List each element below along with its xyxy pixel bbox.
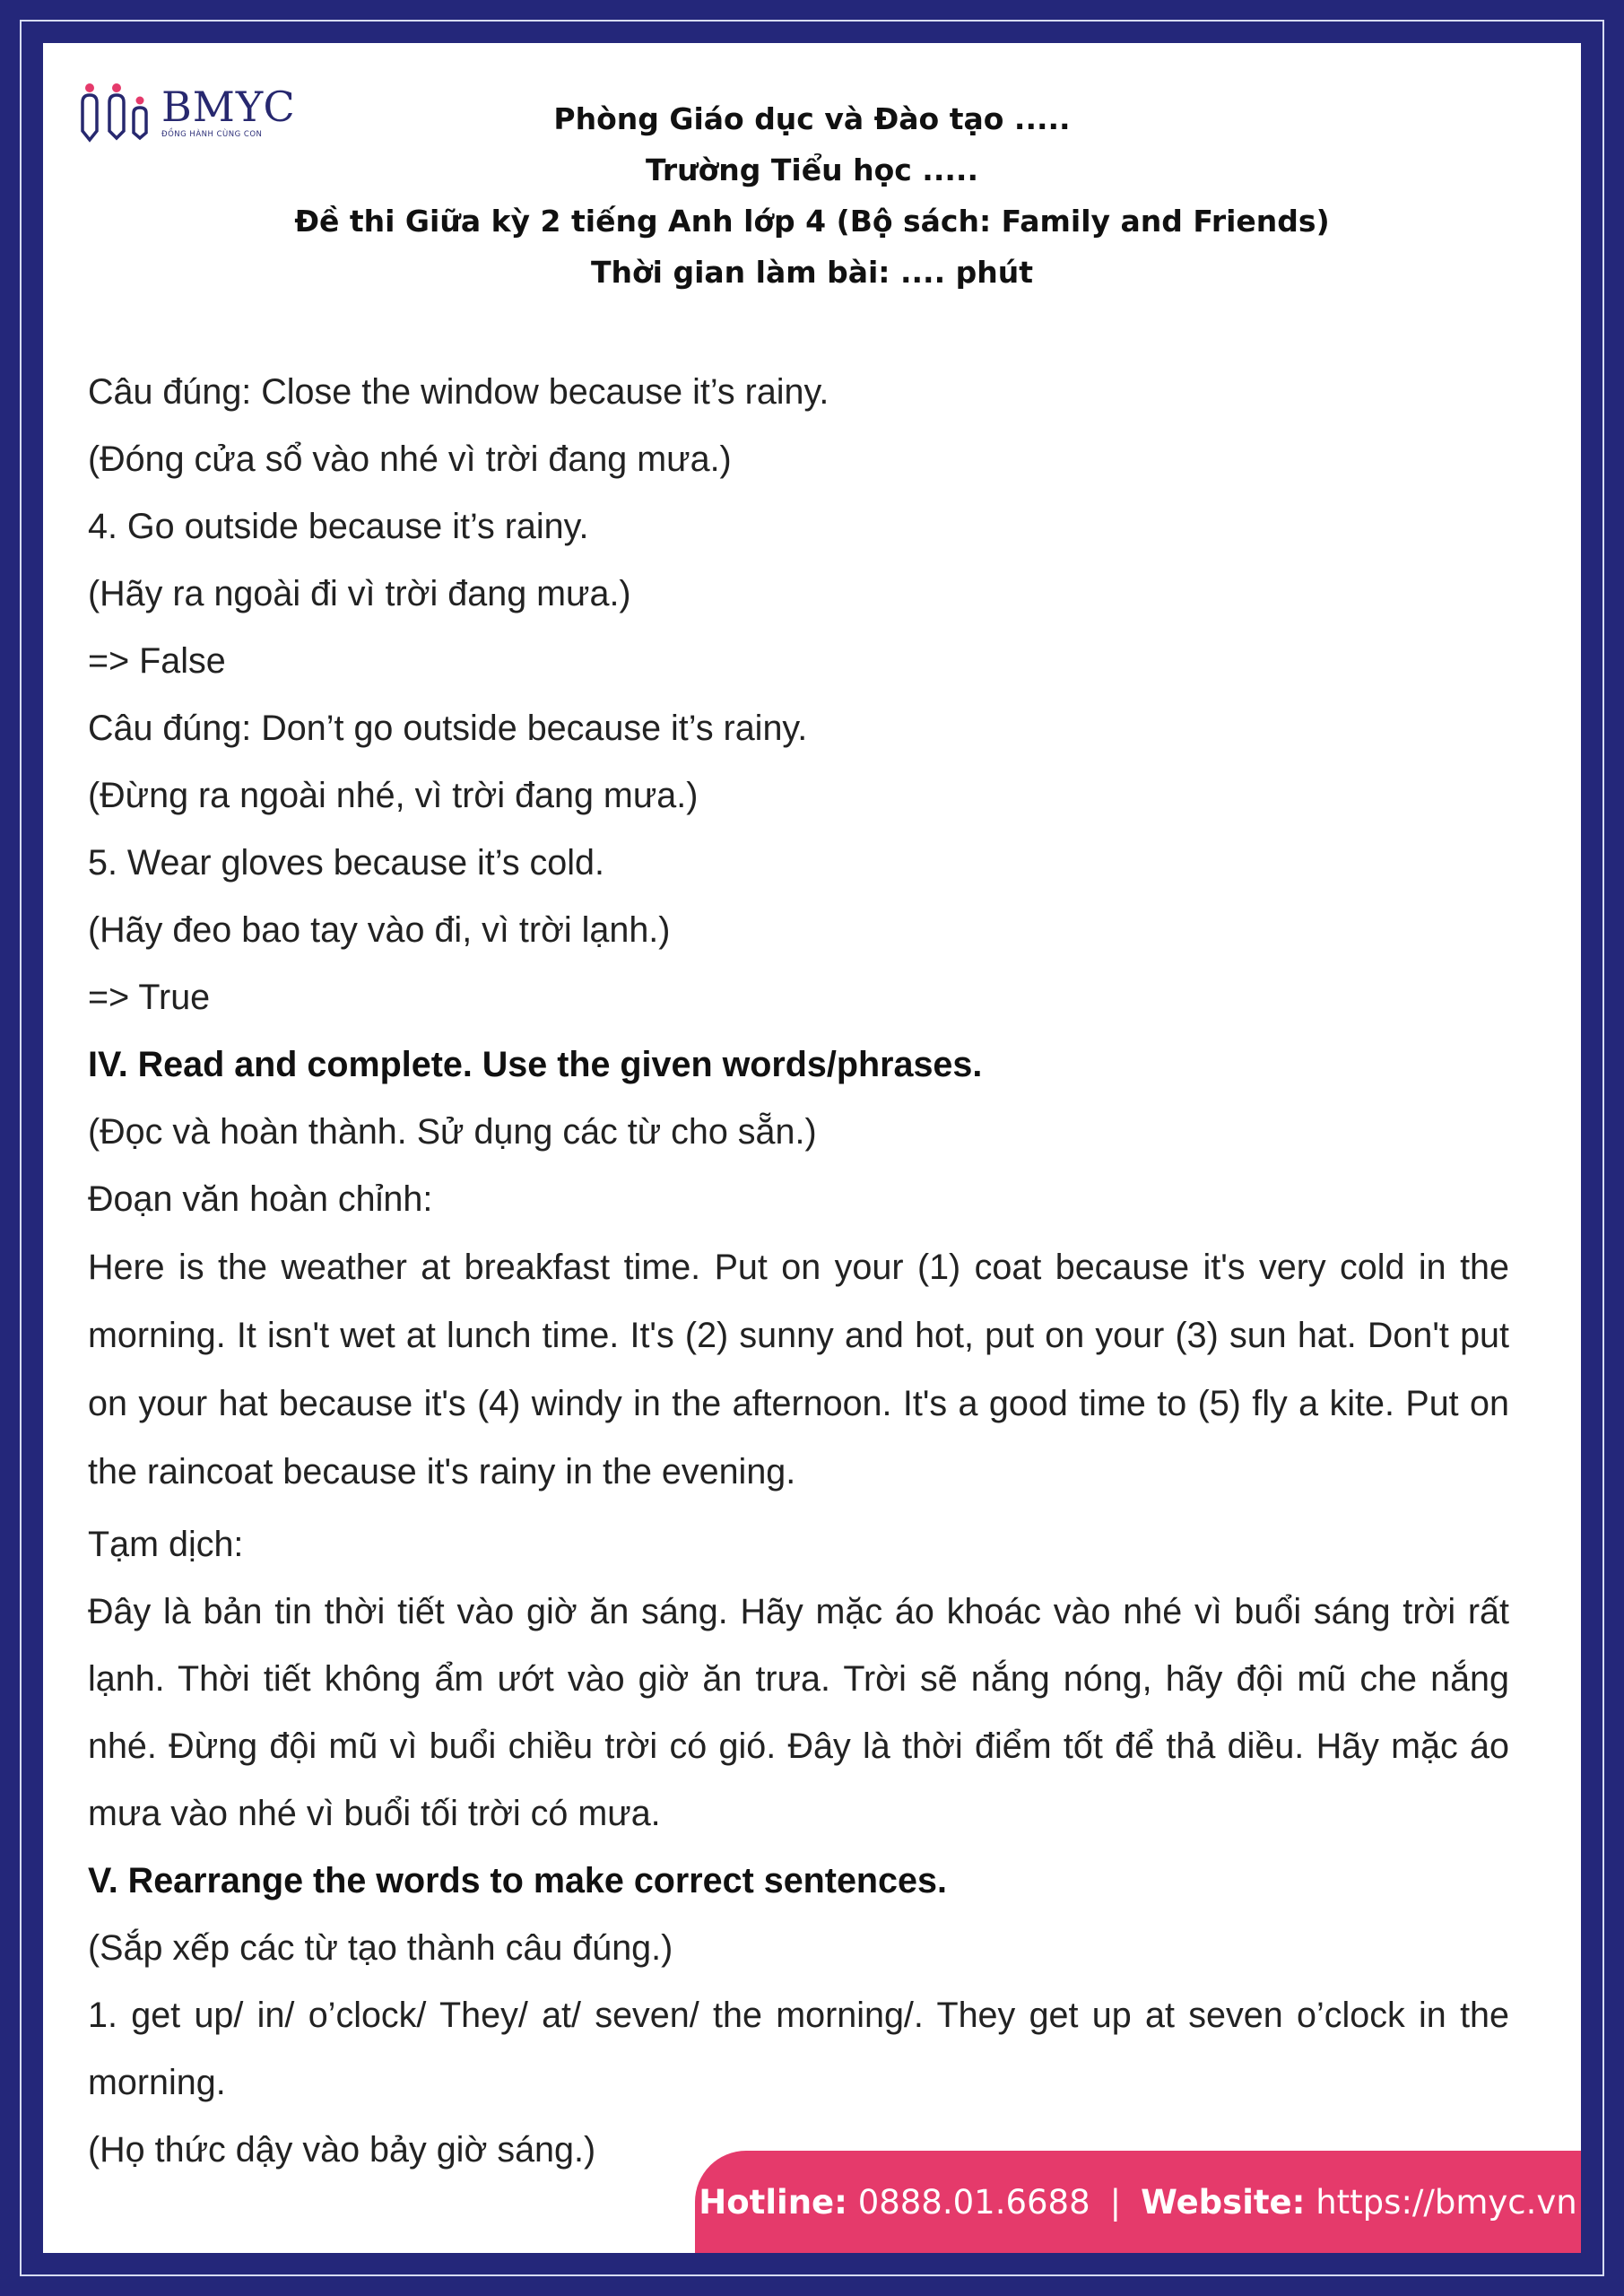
section-4-title: IV. Read and complete. Use the given words/phrases. <box>88 1045 983 1084</box>
section-5-subtitle: (Sắp xếp các từ tạo thành câu đúng.) <box>88 1928 673 1968</box>
hotline-number[interactable]: 0888.01.6688 <box>857 2182 1090 2222</box>
section-5-question-1-translation: (Họ thức dậy vào bảy giờ sáng.) <box>88 2130 596 2170</box>
footer-separator: | <box>1109 2182 1122 2222</box>
document-page <box>43 43 1581 2253</box>
text-line: (Đóng cửa sổ vào nhé vì trời đang mưa.) <box>88 439 732 479</box>
text-line: => True <box>88 978 211 1017</box>
header-school: Trường Tiểu học ..... <box>645 152 978 187</box>
header-duration: Thời gian làm bài: .... phút <box>590 255 1034 290</box>
section-4-subtitle: (Đọc và hoàn thành. Sử dụng các từ cho sẵn.) <box>88 1112 817 1152</box>
text-line: Câu đúng: Don’t go outside because it’s rainy. <box>88 709 808 748</box>
section-4-translation: Đây là bản tin thời tiết vào giờ ăn sáng. Hãy mặc áo khoác vào nhé vì buổi sáng trời rất lạnh. Thời tiết không ẩm ướt vào giờ ăn trưa. Trời sẽ nắng nóng, hãy đội mũ che nắng nhé. Đừng đội mũ vì buổi chiều trời có gió. Đây là thời điểm tốt để thả diều. Hãy mặc áo mưa vào nhé vì buổi tối trời có mưa. <box>88 1592 1509 1833</box>
brand-name: BMYC <box>161 82 296 131</box>
brand-tagline: ĐỒNG HÀNH CÙNG CON <box>161 129 263 139</box>
contact-footer <box>695 2151 1581 2253</box>
hotline-label: Hotline: <box>699 2182 847 2222</box>
text-line: 5. Wear gloves because it’s cold. <box>88 843 604 883</box>
text-line: (Hãy đeo bao tay vào đi, vì trời lạnh.) <box>88 910 671 950</box>
section-4-label: Đoạn văn hoàn chỉnh: <box>88 1179 433 1219</box>
text-line: (Đừng ra ngoài nhé, vì trời đang mưa.) <box>88 776 699 815</box>
section-5-question-1: 1. get up/ in/ o’clock/ They/ at/ seven/ the morning/. They get up at seven o’clock in the morning. <box>88 1996 1509 2102</box>
exam-header <box>43 93 1581 298</box>
document-content <box>88 359 1509 2184</box>
text-line: (Hãy ra ngoài đi vì trời đang mưa.) <box>88 574 631 613</box>
text-line: Câu đúng: Close the window because it’s rainy. <box>88 372 829 412</box>
text-line: 4. Go outside because it’s rainy. <box>88 507 589 546</box>
text-line: => False <box>88 641 226 681</box>
translation-label: Tạm dịch: <box>88 1525 244 1564</box>
header-department: Phòng Giáo dục và Đào tạo ..... <box>553 101 1071 136</box>
header-exam-title: Đề thi Giữa kỳ 2 tiếng Anh lớp 4 (Bộ sách: Family and Friends) <box>294 204 1330 239</box>
website-label: Website: <box>1141 2182 1306 2222</box>
section-4-paragraph: Here is the weather at breakfast time. Put on your (1) coat because it's very cold in the morning. It isn't wet at lunch time. It's (2) sunny and hot, put on your (3) sun hat. Don't put on your hat because it's (4) windy in the afternoon. It's a good time to (5) fly a kite. Put on the raincoat because it's rainy in the evening. <box>88 1248 1509 1492</box>
section-5-title: V. Rearrange the words to make correct sentences. <box>88 1861 947 1900</box>
website-link[interactable]: https://bmyc.vn <box>1316 2182 1577 2222</box>
